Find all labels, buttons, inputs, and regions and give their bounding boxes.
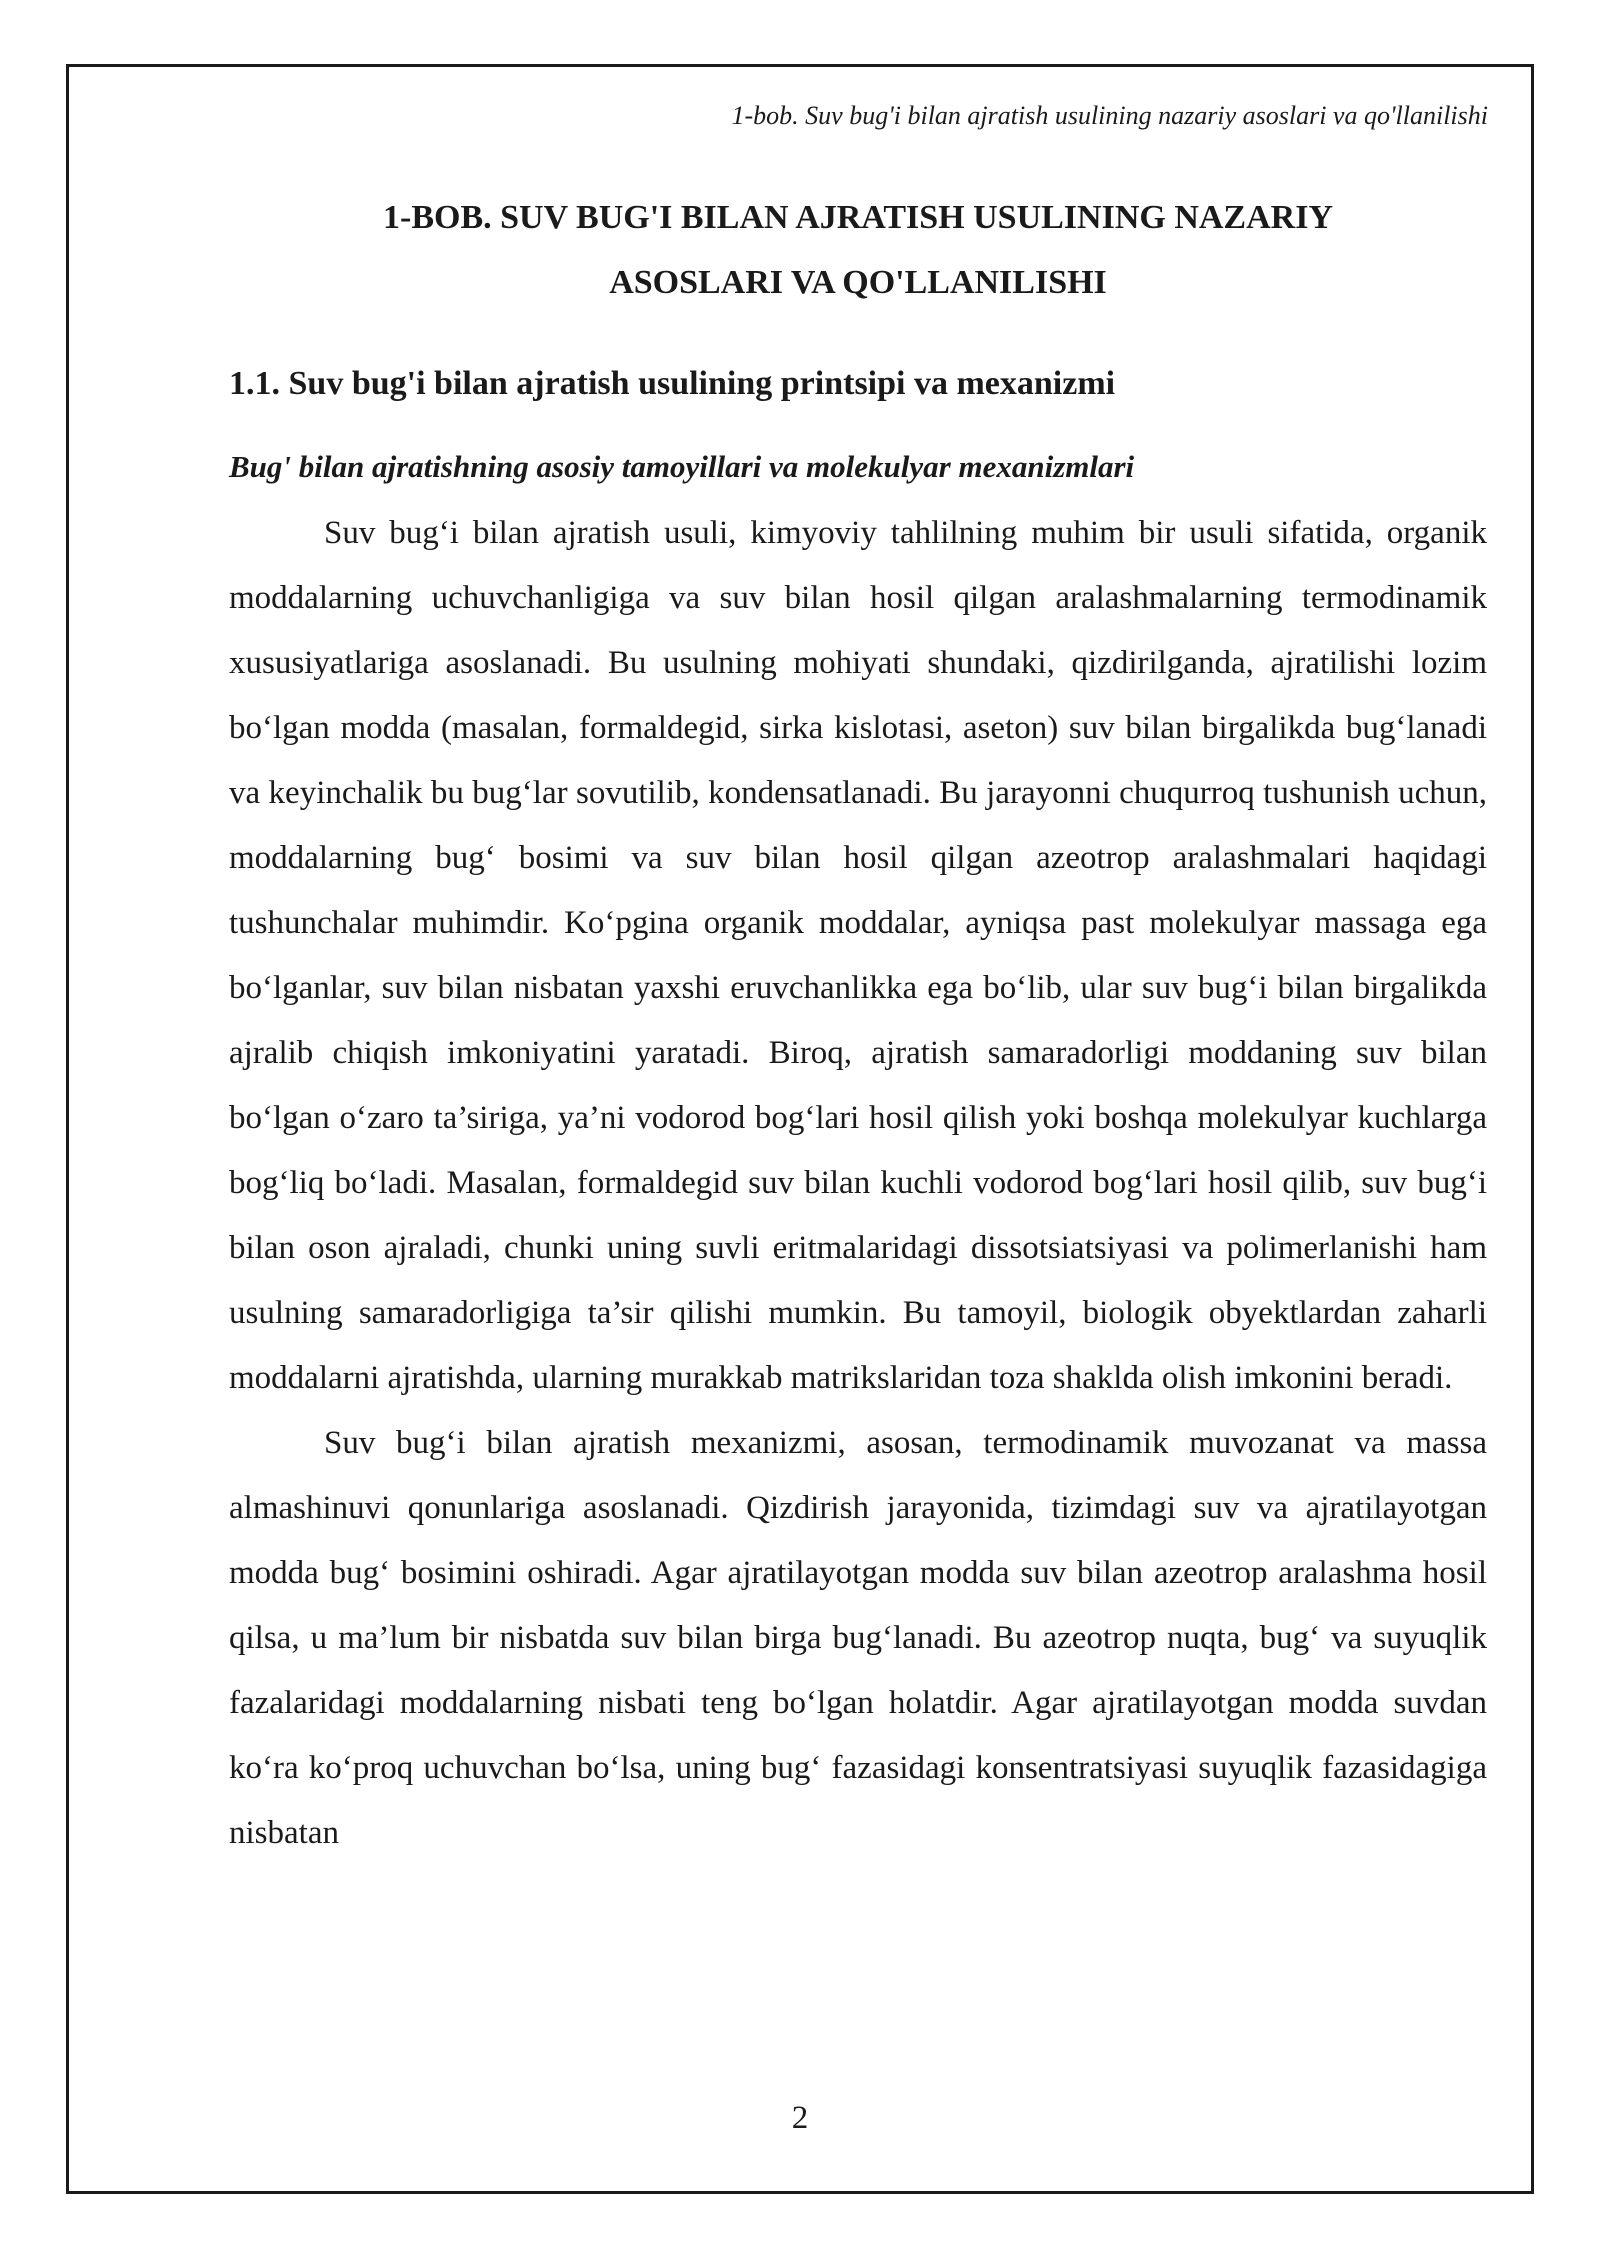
- page-number: 2: [791, 2100, 809, 2136]
- page-content: [229, 185, 1487, 1866]
- chapter-title-line-2: ASOSLARI VA QO'LLANILISHI: [609, 264, 1107, 301]
- body-paragraph-1: Suv bug‘i bilan ajratish usuli, kimyoviy tahlilning muhim bir usuli sifatida, organik moddalarning uchuvchanligiga va suv bilan hosil qilgan aralashmalarning termodinamik xususiyatlariga asoslanadi. Bu usulning mohiyati shundaki, qizdirilganda, ajratilishi lozim bo‘lgan modda (masalan, formaldegid, sirka kislotasi, aseton) suv bilan birgalikda bug‘lanadi va keyinchalik bu bug‘lar sovutilib, kondensatlanadi. Bu jarayonni chuqurroq tushunish uchun, moddalarning bug‘ bosimi va suv bilan hosil qilgan azeotrop aralashmalari haqidagi tushunchalar muhimdir. Ko‘pgina organik moddalar, ayniqsa past molekulyar massaga ega bo‘lganlar, suv bilan nisbatan yaxshi eruvchanlikka ega bo‘lib, ular suv bug‘i bilan birgalikda ajralib chiqish imkoniyatini yaratadi. Biroq, ajratish samaradorligi moddaning suv bilan bo‘lgan o‘zaro ta’siriga, ya’ni vodorod bog‘lari hosil qilish yoki boshqa molekulyar kuchlarga bog‘liq bo‘ladi. Masalan, formaldegid suv bilan kuchli vodorod bog‘lari hosil qilib, suv bug‘i bilan oson ajraladi, chunki uning suvli eritmalaridagi dissotsiatsiyasi va polimerlanishi ham usulning samaradorligiga ta’sir qilishi mumkin. Bu tamoyil, biologik obyektlardan zaharli moddalarni ajratishda, ularning murakkab matrikslaridan toza shaklda olish imkonini beradi.: [229, 515, 1487, 1396]
- section-heading: 1.1. Suv bug'i bilan ajratish usulining printsipi va mexanizmi: [229, 365, 1116, 402]
- subsection-heading: Bug' bilan ajratishning asosiy tamoyillari va molekulyar mexanizmlari: [229, 449, 1135, 484]
- chapter-title: [229, 185, 1487, 315]
- chapter-title-line-1: 1-BOB. SUV BUG'I BILAN AJRATISH USULINING NAZARIY: [383, 199, 1333, 236]
- body-paragraph-2: Suv bug‘i bilan ajratish mexanizmi, asosan, termodinamik muvozanat va massa almashinuvi qonunlariga asoslanadi. Qizdirish jarayonida, tizimdagi suv va ajratilayotgan modda bug‘ bosimini oshiradi. Agar ajratilayotgan modda suv bilan azeotrop aralashma hosil qilsa, u ma’lum bir nisbatda suv bilan birga bug‘lanadi. Bu azeotrop nuqta, bug‘ va suyuqlik fazalaridagi moddalarning nisbati teng bo‘lgan holatdir. Agar ajratilayotgan modda suvdan ko‘ra ko‘proq uchuvchan bo‘lsa, uning bug‘ fazasidagi konsentratsiyasi suyuqlik fazasidagiga nisbatan: [229, 1425, 1487, 1851]
- running-header: 1-bob. Suv bug'i bilan ajratish usulining nazariy asoslari va qo'llanilishi: [731, 101, 1488, 130]
